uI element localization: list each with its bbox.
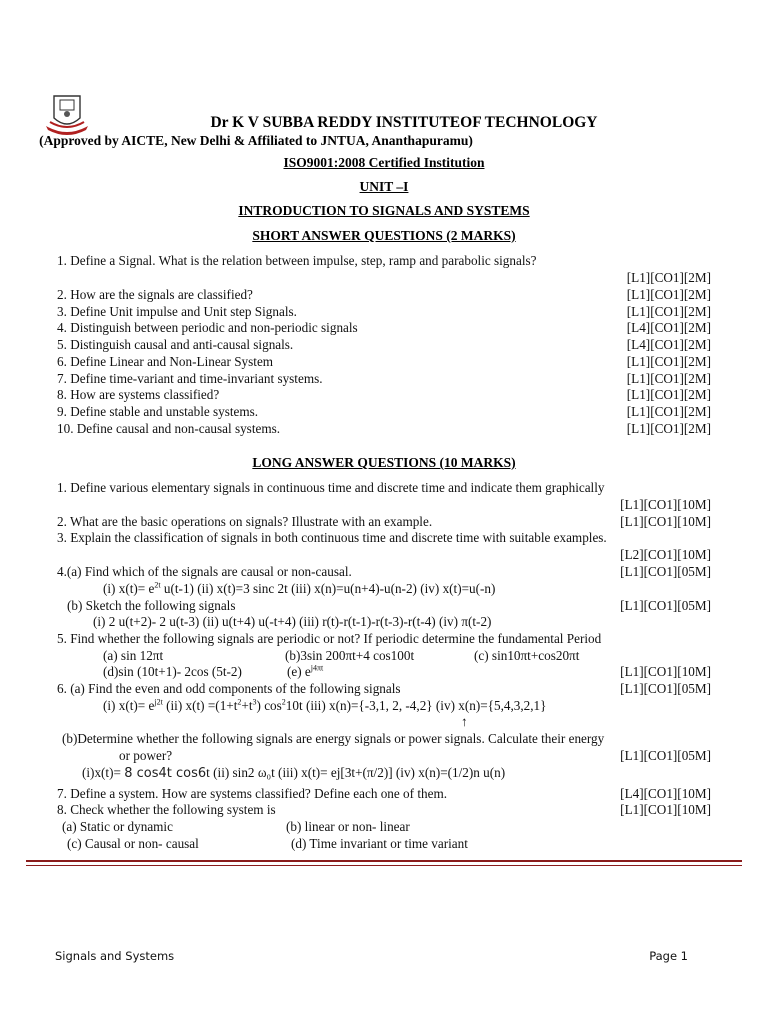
long-q1-marks: [L1][CO1][10M]: [620, 497, 711, 512]
long-q5-marks: [L1][CO1][10M]: [620, 664, 711, 679]
long-q6a-items: (i) $x(t)= e^{j2t}$ (ii) $x(t) =(1+t^2+t^3)$ $\cos^210t$ (iii) x(n)={-3,1, 2, -4,2} (iv) x(n)={5,4,3,2,1}: [103, 697, 547, 713]
short-q3-marks: [L1][CO1][2M]: [626, 304, 711, 319]
footer-rule-thin: [26, 865, 742, 866]
long-q6b-items: (i)x(t)= 8 cos4t cos6t (ii) sin2 ω₀t (iii) x(t)= ej[3t+(π/2)] (iv) x(n)=(1/2)n u(n): [82, 765, 506, 781]
short-q8-marks: [L1][CO1][2M]: [626, 387, 711, 402]
short-q6-marks: [L1][CO1][2M]: [626, 354, 711, 369]
long-q4b-marks: [L1][CO1][05M]: [620, 598, 711, 613]
reference-arrow: ↑: [461, 714, 468, 729]
short-q10: 10. Define causal and non-causal systems.: [57, 421, 281, 436]
long-q5-b: (b)3sin 200πt+4 cos100t: [285, 648, 415, 663]
short-q10-marks: [L1][CO1][2M]: [626, 421, 711, 436]
short-q1-marks: [L1][CO1][2M]: [626, 270, 711, 285]
short-q5: 5. Distinguish causal and anti-causal signals.: [57, 337, 294, 352]
long-q5-a: (a) sin 12πt: [103, 648, 164, 663]
approval-line: (Approved by AICTE, New Delhi & Affiliated to JNTUA, Ananthapuramu): [39, 133, 473, 148]
long-q4b-items: (i) 2 u(t+2)- 2 u(t-3) (ii) u(t+4) u(-t+4) (iii) r(t)-r(t-1)-r(t-3)-r(t-4) (iv) π(t-2): [93, 614, 492, 629]
long-q8: 8. Check whether the following system is: [57, 802, 276, 817]
footer-rule-thick: [26, 860, 742, 862]
long-q6b-marks: [L1][CO1][05M]: [620, 748, 711, 763]
long-q4a-items: (i) $x(t)= e^{2t}$ u(t-1) (ii) x(t)=3 sinc 2t (iii) x(n)=u(n+4)-u(n-2) (iv) x(t)=u(-n): [103, 580, 496, 596]
topic-title: INTRODUCTION TO SIGNALS AND SYSTEMS: [238, 203, 530, 218]
long-heading: LONG ANSWER QUESTIONS (10 MARKS): [252, 455, 516, 470]
long-q5-e: (e) $e^{j4\pi t}$: [287, 663, 324, 679]
long-q3: 3. Explain the classification of signals in both continuous time and discrete time with suitable examples.: [57, 530, 607, 545]
footer-page-number: Page 1: [649, 949, 688, 963]
footer-course: Signals and Systems: [55, 949, 175, 963]
long-q4a-marks: [L1][CO1][05M]: [620, 564, 711, 579]
short-q1: 1. Define a Signal. What is the relation between impulse, step, ramp and parabolic signals?: [57, 253, 537, 268]
iso-line: ISO9001:2008 Certified Institution: [283, 155, 485, 170]
long-q6a-marks: [L1][CO1][05M]: [620, 681, 711, 696]
short-q9: 9. Define stable and unstable systems.: [57, 404, 259, 419]
long-q8-d: (d) Time invariant or time variant: [291, 836, 468, 851]
short-q4-marks: [L4][CO1][2M]: [626, 320, 711, 335]
short-q2: 2. How are the signals are classified?: [57, 287, 253, 302]
long-q7-marks: [L4][CO1][10M]: [620, 786, 711, 801]
long-q8-a: (a) Static or dynamic: [62, 819, 173, 834]
long-q1: 1. Define various elementary signals in continuous time and discrete time and indicate them graphically: [57, 480, 605, 495]
short-q7: 7. Define time-variant and time-invariant systems.: [57, 371, 323, 386]
long-q8-c: (c) Causal or non- causal: [67, 836, 199, 851]
long-q4b: (b) Sketch the following signals: [67, 598, 236, 613]
long-q8-b: (b) linear or non- linear: [286, 819, 410, 834]
long-q4a: 4.(a) Find which of the signals are causal or non-causal.: [57, 564, 352, 579]
long-q5-c: (c) sin10πt+cos20πt: [474, 648, 580, 663]
long-q2-marks: [L1][CO1][10M]: [620, 514, 711, 529]
short-q4: 4. Distinguish between periodic and non-periodic signals: [57, 320, 358, 335]
institute-name: Dr K V SUBBA REDDY INSTITUTEOF TECHNOLOGY: [210, 114, 598, 131]
long-q2: 2. What are the basic operations on signals? Illustrate with an example.: [57, 514, 433, 529]
long-q5-d: (d)sin (10t+1)- 2cos (5t-2): [103, 664, 242, 679]
long-q8-marks: [L1][CO1][10M]: [620, 802, 711, 817]
short-q8: 8. How are systems classified?: [57, 387, 220, 402]
short-q2-marks: [L1][CO1][2M]: [626, 287, 711, 302]
long-q6a: 6. (a) Find the even and odd components of the following signals: [57, 681, 401, 696]
short-q6: 6. Define Linear and Non-Linear System: [57, 354, 274, 369]
long-q5: 5. Find whether the following signals are periodic or not? If periodic determine the fundamental Period: [57, 631, 602, 646]
short-q7-marks: [L1][CO1][2M]: [626, 371, 711, 386]
unit-title: UNIT –I: [359, 179, 409, 194]
long-q3-marks: [L2][CO1][10M]: [620, 547, 711, 562]
long-q7: 7. Define a system. How are systems classified? Define each one of them.: [57, 786, 447, 801]
short-heading: SHORT ANSWER QUESTIONS (2 MARKS): [252, 228, 516, 243]
long-q6b: (b)Determine whether the following signals are energy signals or power signals. Calculate their energy: [62, 731, 605, 746]
short-q3: 3. Define Unit impulse and Unit step Signals.: [57, 304, 297, 319]
long-q6b-cont: or power?: [119, 748, 173, 763]
short-q9-marks: [L1][CO1][2M]: [626, 404, 711, 419]
short-q5-marks: [L4][CO1][2M]: [626, 337, 711, 352]
